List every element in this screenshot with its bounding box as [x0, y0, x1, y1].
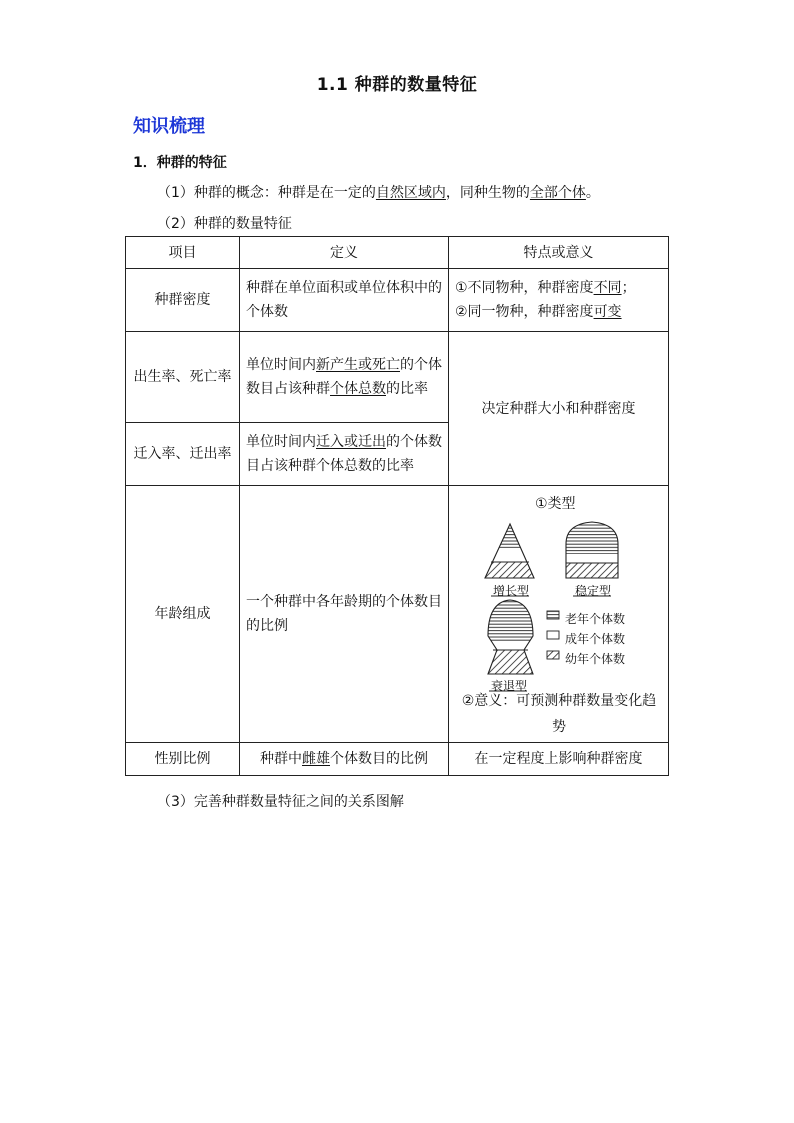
cell-age-diagram	[449, 486, 669, 743]
text-span: （1）种群的概念：种群是在一定的	[157, 185, 376, 201]
underlined-term: 不同	[593, 280, 622, 296]
text-span: 个体数目的比例	[330, 751, 428, 767]
underlined-term: 新产生或死亡	[316, 357, 400, 373]
legend-adult-swatch	[547, 631, 559, 639]
underlined-term: 可变	[593, 304, 622, 320]
table-row	[126, 486, 669, 743]
paragraph-relationship-diagram: （3）完善种群数量特征之间的关系图解	[157, 794, 404, 810]
age-meaning: ②意义：可预测种群数量变化趋势	[461, 693, 657, 735]
cell-definition	[240, 743, 449, 776]
text-span: 单位时间内	[246, 434, 316, 450]
cell-definition	[240, 423, 449, 486]
cell-item: 年龄组成	[126, 486, 240, 743]
cell-definition	[240, 332, 449, 423]
table-row	[126, 743, 669, 776]
header-meaning: 特点或意义	[449, 237, 669, 269]
underlined-term: 迁入或迁出	[316, 434, 386, 450]
table-header-row	[126, 237, 669, 269]
table-row	[126, 332, 669, 423]
label-stable-type: 稳定型	[575, 584, 612, 598]
cell-item: 种群密度	[126, 269, 240, 332]
cell-shared-meaning: 决定种群大小和种群密度	[449, 332, 669, 486]
label-growth-type: 增长型	[493, 584, 530, 598]
features-table	[125, 236, 669, 776]
paragraph-population-concept	[157, 182, 600, 202]
text-span: ，同种生物的	[445, 185, 530, 201]
cell-definition: 种群在单位面积或单位体积中的个体数	[240, 269, 449, 332]
label-decline-type: 衰退型	[491, 679, 528, 693]
table-row	[126, 269, 669, 332]
section-heading: 知识梳理	[133, 116, 205, 137]
age-structure-diagram	[449, 486, 668, 742]
legend-young-label: 幼年个体数	[565, 652, 626, 666]
types-title: ①类型	[535, 496, 576, 512]
underlined-term: 全部个体	[529, 185, 586, 201]
underlined-term: 雌雄	[302, 751, 330, 767]
text-span: 种群中	[260, 751, 302, 767]
underlined-term: 个体总数	[330, 381, 386, 397]
page-title: 1.1 种群的数量特征	[316, 75, 478, 95]
stable-pyramid	[561, 520, 623, 579]
legend-old-swatch	[547, 611, 559, 619]
header-definition: 定义	[240, 237, 449, 269]
text-span: 单位时间内	[246, 357, 316, 373]
legend-adult-label: 成年个体数	[565, 632, 626, 646]
legend-old-label: 老年个体数	[565, 612, 626, 626]
cell-item: 迁入率、迁出率	[126, 423, 240, 486]
cell-meaning: 在一定程度上影响种群密度	[449, 743, 669, 776]
cell-meaning	[449, 269, 669, 332]
header-item: 项目	[126, 237, 240, 269]
cell-item: 出生率、死亡率	[126, 332, 240, 423]
subheading-population-features: 1．种群的特征	[133, 155, 227, 171]
text-span: 的比率	[386, 381, 428, 397]
text-span: 的个体数目占该种群个体总数的比率	[246, 434, 442, 474]
underlined-term: 自然区域内	[375, 185, 446, 201]
legend-young-swatch	[547, 651, 559, 659]
cell-item: 性别比例	[126, 743, 240, 776]
text-span: ①不同物种，种群密度	[455, 280, 594, 296]
text-span: 的个体数目占该种群	[246, 357, 442, 397]
paragraph-quantity-features: （2）种群的数量特征	[157, 216, 292, 232]
text-span: ②同一物种，种群密度	[455, 304, 594, 320]
text-span: 。	[585, 185, 600, 201]
cell-definition: 一个种群中各年龄期的个体数目的比例	[240, 486, 449, 743]
text-span: ；	[621, 280, 636, 296]
